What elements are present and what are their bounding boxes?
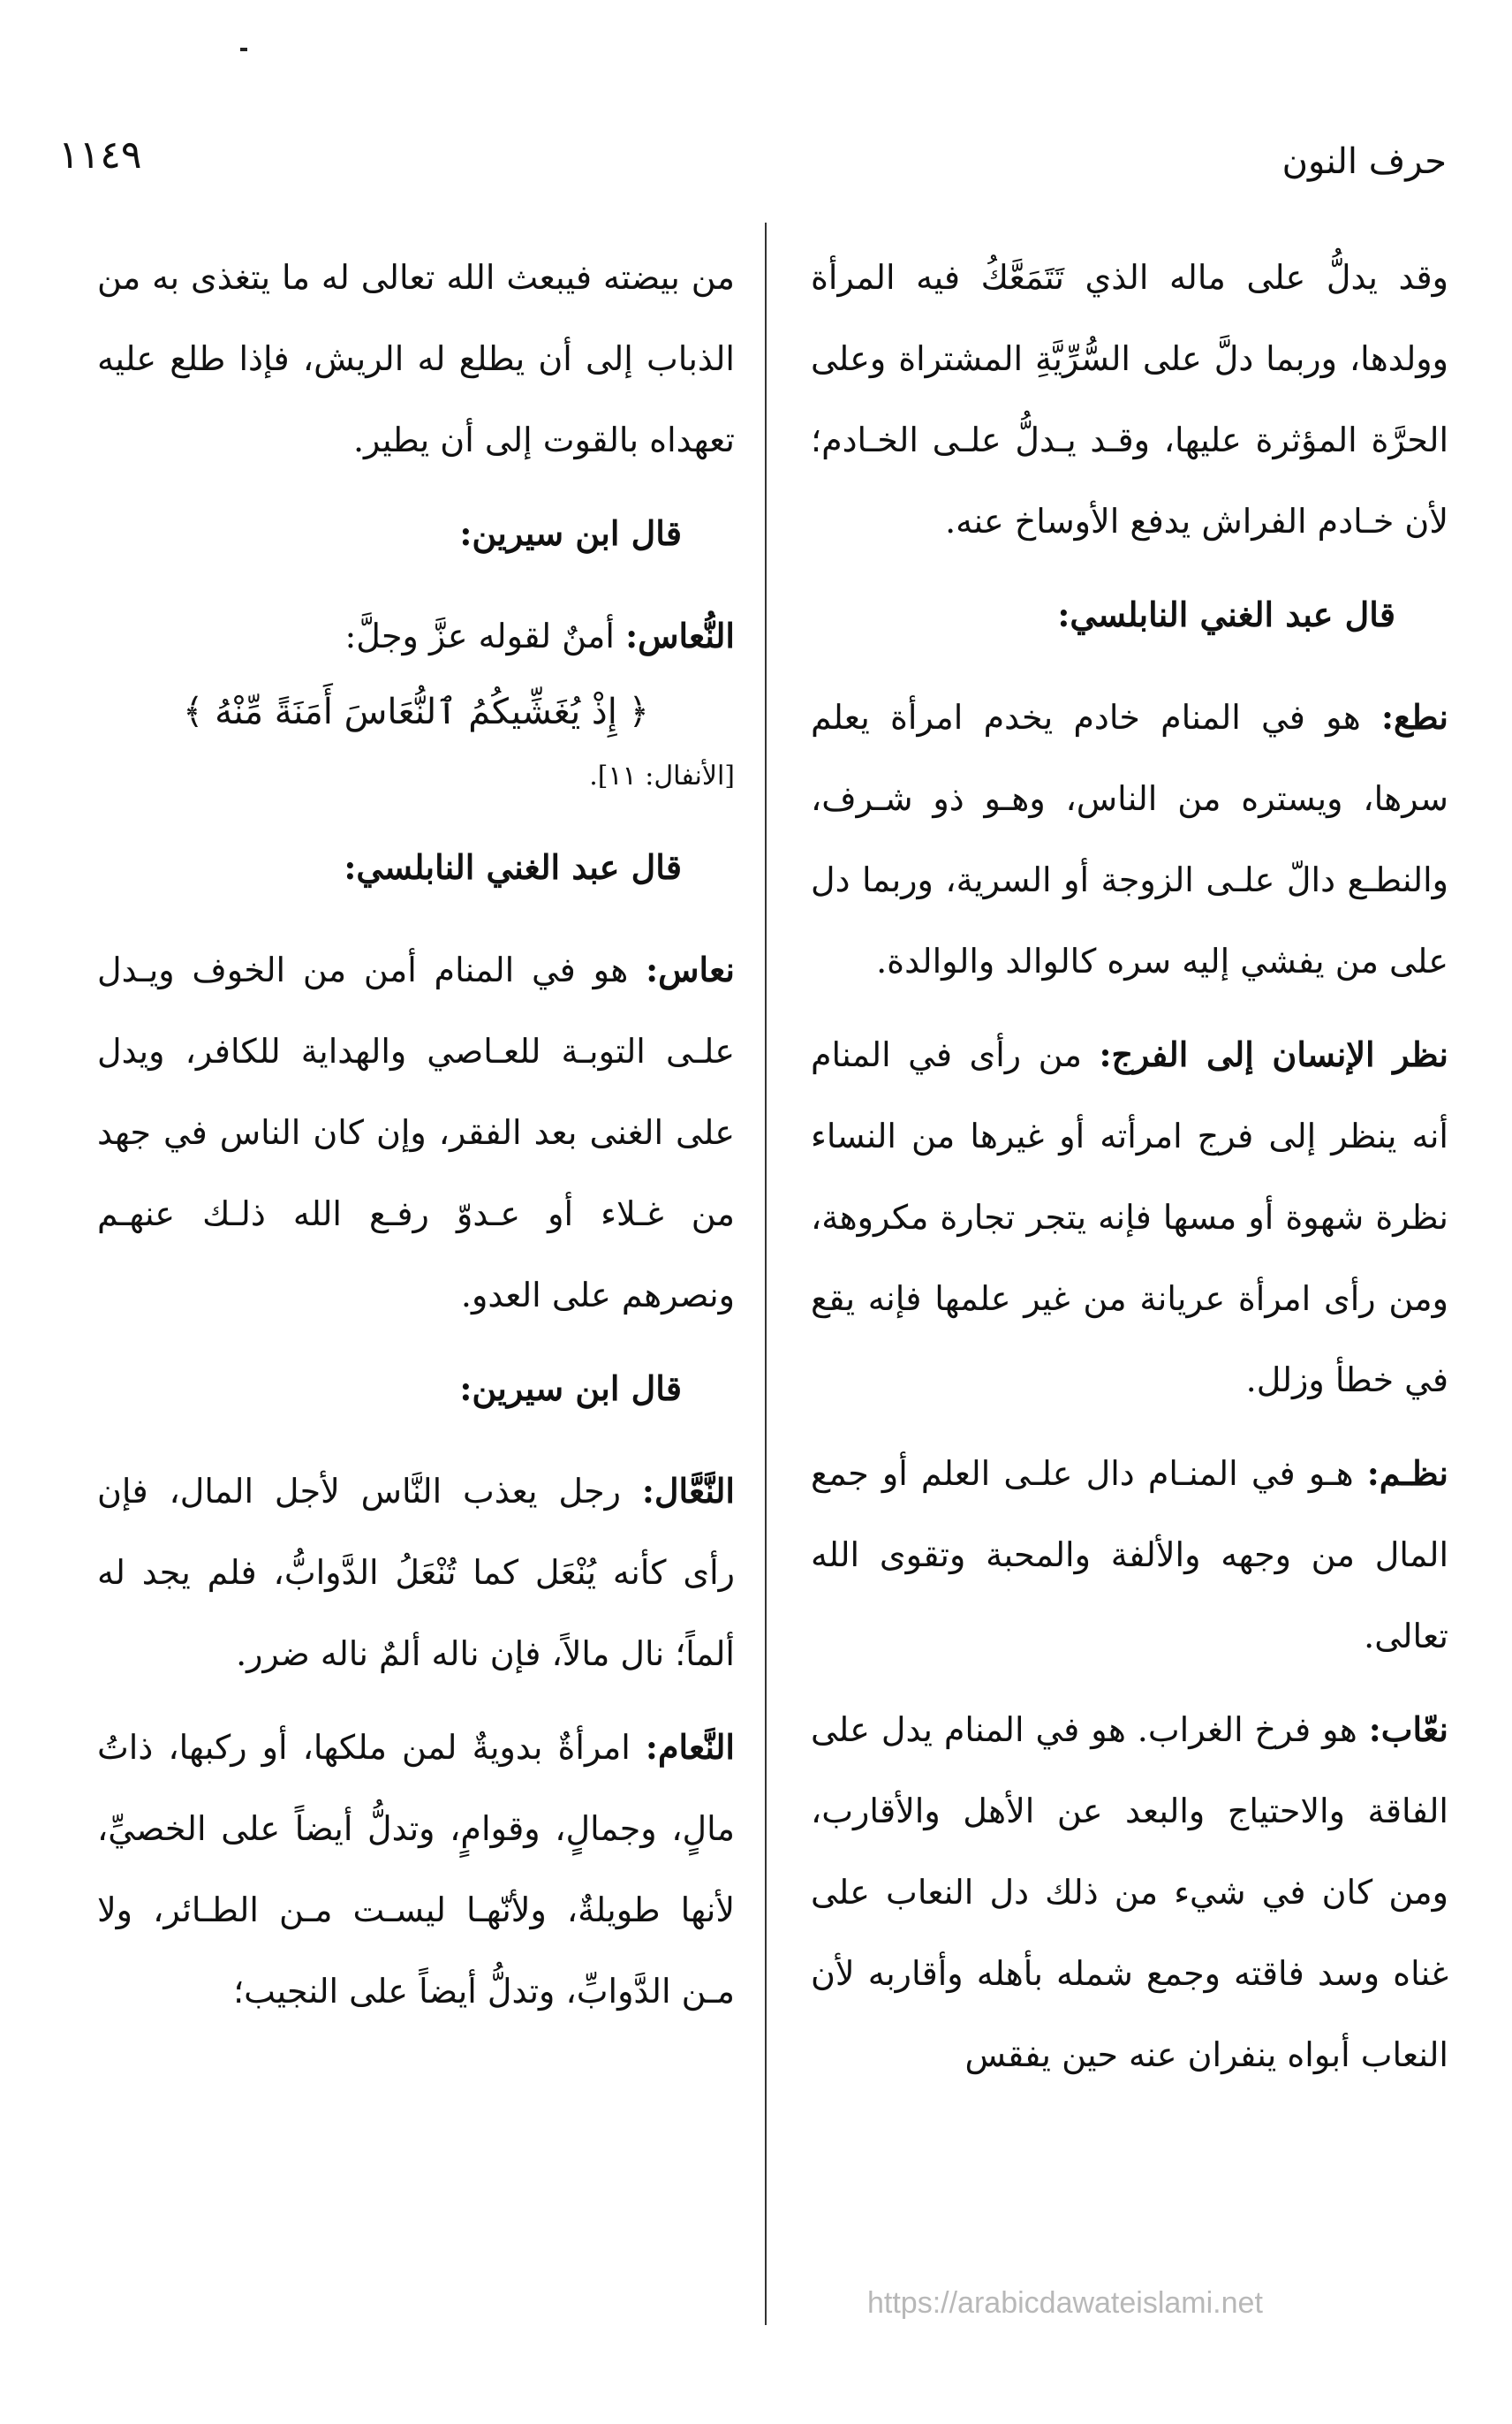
- entry-term: النُّعاس:: [625, 616, 735, 655]
- entry-term: النَّعام:: [645, 1727, 735, 1767]
- entry-text: امرأةٌ بدويةٌ لمن ملكها، أو ركبها، ذاتُ مالٍ، وجمالٍ، وقوامٍ، وتدلُّ أيضاً على الخصيِّ، لأنها طويلةٌ، ولأنّهـا ليسـت مـن الطـائر، ولا مـن الدَّوابِّ، وتدلُّ أيضاً على النجيب؛: [97, 1728, 735, 2011]
- entry-term: نعاس:: [646, 950, 735, 989]
- left-column: [97, 237, 735, 2044]
- scan-speck: [240, 48, 247, 51]
- section-heading: قال ابن سيرين:: [459, 1368, 682, 1408]
- verse-reference: [الأنفال: ١١].: [589, 761, 735, 792]
- entry-continuation: وقد يدلُّ على ماله الذي تَتَمَعَّكُ فيه المرأة وولدها، وربما دلَّ على السُّرِّيَّةِ المشتراة وعلى الحرَّة المؤثرة عليها، وقـد يـدلُّ علـى الخـادم؛ لأن خـادم الفراش يدفع الأوساخ عنه.: [811, 258, 1448, 541]
- section-heading: قال عبد الغني النابلسي:: [1057, 595, 1395, 634]
- entry-continuation: من بيضته فيبعث الله تعالى له ما يتغذى به من الذباب إلى أن يطلع له الريش، فإذا طلع عليه تعهداه بالقوت إلى أن يطير.: [97, 258, 735, 459]
- entry-text: أمنٌ لقوله عزَّ وجلَّ:: [344, 617, 615, 655]
- entry-term: نظر الإنسان إلى الفرج:: [1099, 1034, 1448, 1074]
- entry-text: هو في المنام أمن من الخوف ويـدل علـى التوبـة للعـاصي والهداية للكافر، ويدل على الغنى بعد الفقر، وإن كان الناس في جهد من غـلاء أو عـدوّ رفـع الله ذلـك عنهـم ونصرهم على العدو.: [97, 951, 735, 1314]
- running-head: حرف النون: [1281, 141, 1447, 182]
- entry-term: نظـم:: [1366, 1453, 1448, 1493]
- entry-nate: [811, 677, 1448, 1002]
- entry-nazar: [811, 1014, 1448, 1420]
- entry-nuas-nabulsi: [97, 929, 735, 1336]
- entry-text: هو في المنام خادم يخدم امرأة يعلم سرها، ويستره من الناس، وهـو ذو شـرف، والنطـع دالّ علـى الزوجة أو السرية، وربما دل على من يفشي إليه سره كالوالد والوالدة.: [811, 698, 1448, 981]
- entry-naam: [97, 1707, 735, 2032]
- entry-term: نعّاب:: [1368, 1709, 1448, 1749]
- section-heading: قال ابن سيرين:: [459, 513, 682, 553]
- page-number: ١١٤٩: [58, 133, 142, 178]
- entry-term: نطع:: [1381, 697, 1448, 737]
- right-column: [811, 237, 1448, 2108]
- entry-text: هـو في المنـام دال علـى العلم أو جمع المال من وجهه والألفة والمحبة وتقوى الله تعالى.: [811, 1454, 1448, 1655]
- section-heading: قال عبد الغني النابلسي:: [344, 847, 682, 887]
- entry-naal: [97, 1451, 735, 1694]
- watermark-url: https://arabicdawateislami.net: [867, 2286, 1263, 2320]
- entry-nazm: [811, 1433, 1448, 1677]
- quran-verse: ﴿ إِذْ يُغَشِّيكُمُ ٱلنُّعَاسَ أَمَنَةً مِّنْهُ ﴾: [183, 692, 649, 732]
- entry-text: هو فرخ الغراب. هو في المنام يدل على الفاقة والاحتياج والبعد عن الأهل والأقارب، ومن كان في شيء من ذلك دل النعاب على غناه وسد فاقته وجمع شمله بأهله وأقاربه لأن النعاب أبواه ينفران عنه حين يفقس: [811, 1710, 1448, 2074]
- entry-term: النَّعَّال:: [641, 1471, 735, 1511]
- entry-naab: [811, 1689, 1448, 2095]
- column-divider: [765, 223, 767, 2325]
- entry-text: رجل يعذب النَّاس لأجل المال، فإن رأى كأنه يُنْعَل كما تُنْعَلُ الدَّوابُّ، فلم يجد له ألماً؛ نال مالاً، فإن ناله ألمٌ ناله ضرر.: [97, 1472, 735, 1673]
- entry-text: من رأى في المنام أنه ينظر إلى فرج امرأته أو غيرها من النساء نظرة شهوة أو مسها فإنه يتجر تجارة مكروهة، ومن رأى امرأة عريانة من غير علمها فإنه يقع في خطأ وزلل.: [811, 1035, 1448, 1399]
- entry-nuas-ibn-sirin: [97, 595, 735, 677]
